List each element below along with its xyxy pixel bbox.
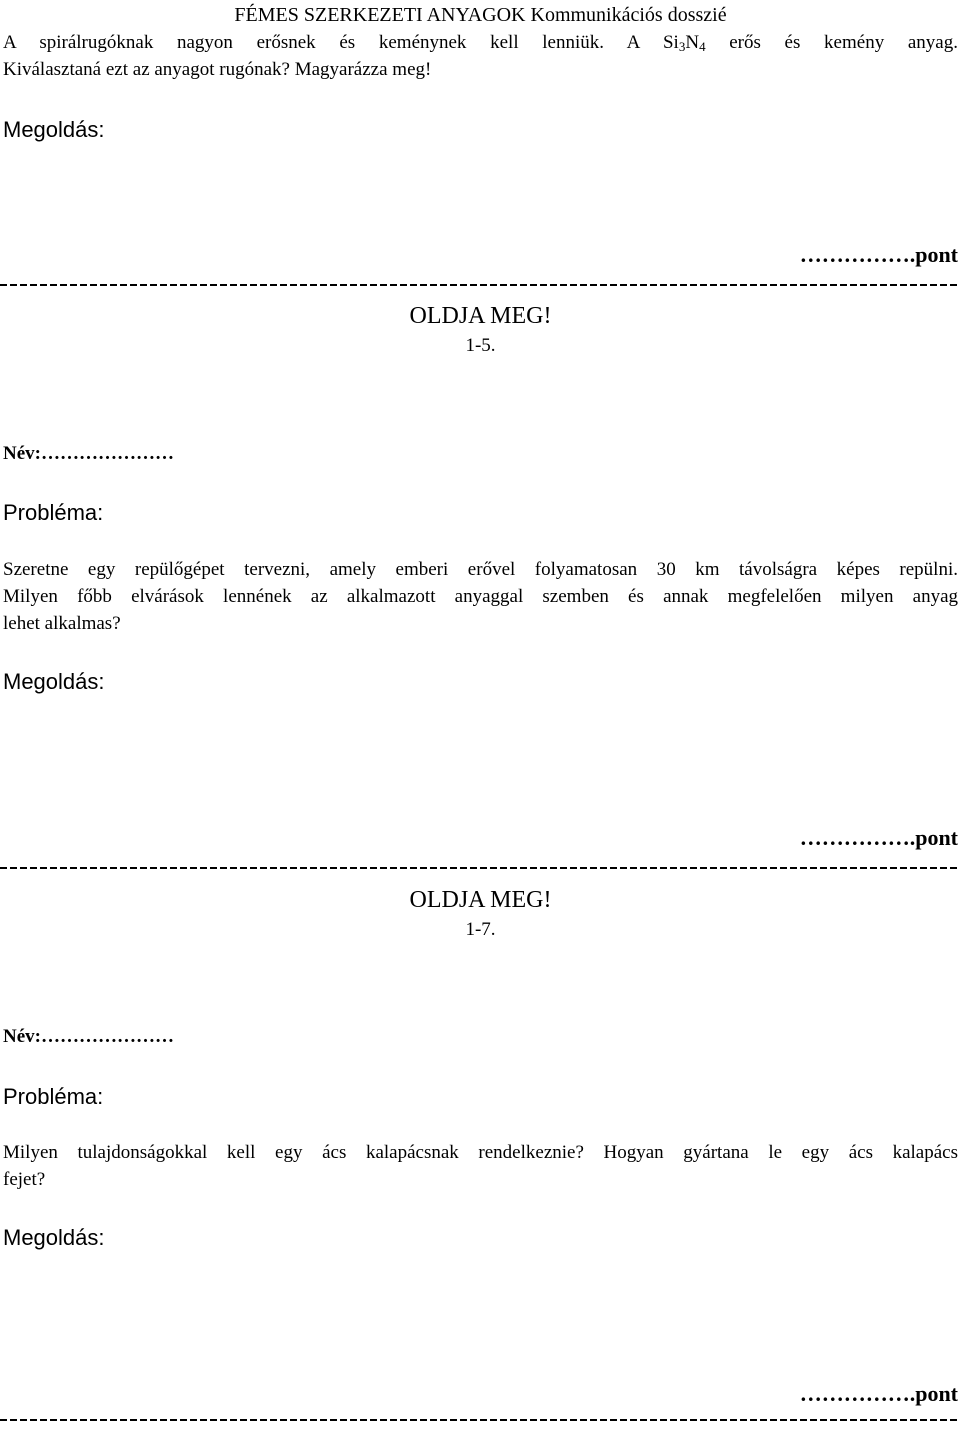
points-field: …………….pont [799, 825, 958, 850]
dashed-separator [0, 1419, 960, 1421]
points-field: …………….pont [799, 242, 958, 267]
dashed-separator [0, 867, 960, 869]
intro-text-after-formula: erős és kemény anyag. [705, 32, 958, 53]
intro-question-line-1 [3, 29, 958, 56]
problem-line: fejet? [3, 1169, 46, 1190]
problem-line: Milyen tulajdonságokkal kell egy ács kalapácsnak rendelkeznie? Hogyan gyártana le egy ács kalapács [3, 1142, 958, 1163]
intro-question-line-2: Kiválasztaná ezt az anyagot rugónak? Magyarázza meg! [3, 59, 432, 80]
solution-label: Megoldás: [3, 669, 105, 694]
dashed-separator [0, 284, 960, 286]
task-heading: OLDJA MEG! [409, 887, 552, 913]
problem-label: Probléma: [3, 500, 104, 525]
solution-label: Megoldás: [3, 117, 105, 142]
problem-line: Szeretne egy repülőgépet tervezni, amely emberi erővel folyamatosan 30 km távolságra képes repülni. [3, 559, 958, 580]
problem-label: Probléma: [3, 1084, 104, 1109]
solution-label: Megoldás: [3, 1225, 105, 1250]
points-field: …………….pont [799, 1381, 958, 1406]
formula-subscript-3: 3 [678, 39, 686, 54]
page-header-title: FÉMES SZERKEZETI ANYAGOK Kommunikációs dosszié [234, 4, 727, 26]
task-number: 1-7. [465, 919, 496, 940]
problem-line: Milyen főbb elvárások lennének az alkalmazott anyaggal szemben és annak megfelelően milyen anyag [3, 586, 958, 607]
problem-line: lehet alkalmas? [3, 613, 121, 634]
name-field: Név:………………… [3, 1026, 174, 1047]
formula-nitrogen: N [685, 32, 700, 53]
intro-text-before-formula: A spirálrugóknak nagyon erősnek és keménynek kell lenniük. A Si [3, 32, 679, 53]
task-number: 1-5. [465, 335, 496, 356]
formula-subscript-4: 4 [699, 39, 706, 54]
task-heading: OLDJA MEG! [409, 303, 552, 329]
name-field: Név:………………… [3, 443, 174, 464]
